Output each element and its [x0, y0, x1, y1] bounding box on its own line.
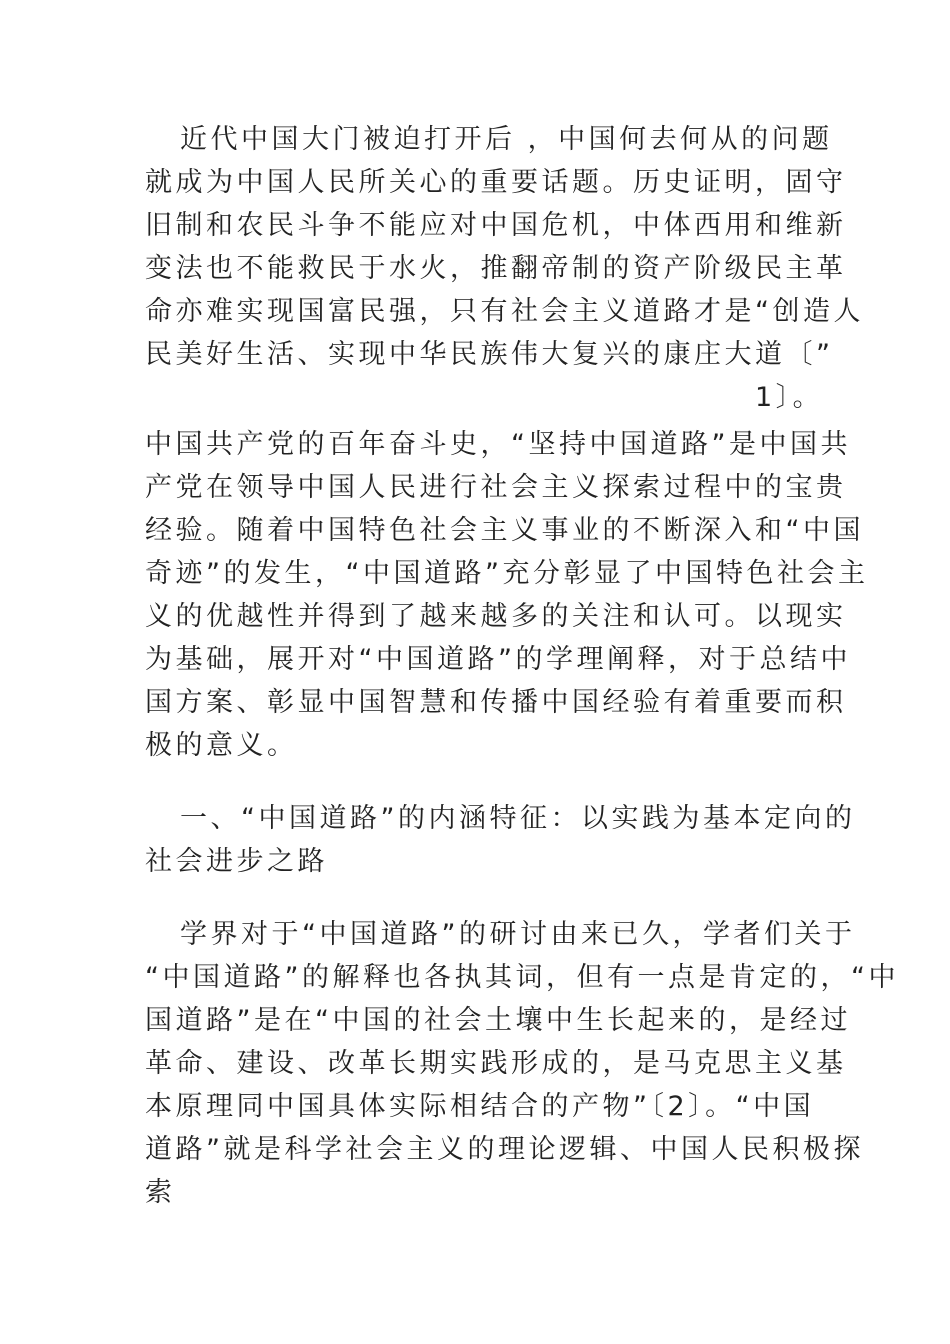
- section-heading-line: 社会进步之路: [145, 846, 328, 877]
- text-line: 命亦难实现国富民强，只有社会主义道路才是“创造人: [145, 296, 864, 327]
- text-line: 国道路”是在“中国的社会土壤中生长起来的，是经过: [145, 1005, 851, 1036]
- text-line: 民美好生活、实现中华民族伟大复兴的康庄大道〔”: [145, 339, 834, 370]
- text-line: 1〕。: [755, 382, 824, 413]
- text-line: 产党在领导中国人民进行社会主义探索过程中的宝贵: [145, 472, 847, 503]
- text-line: 近代中国大门被迫打开后 ，中国何去何从的问题: [180, 124, 833, 155]
- text-line: “中国道路”的解释也各执其词，但有一点是肯定的，“中: [145, 962, 899, 993]
- text-line: 本原理同中国具体实际相结合的产物”〔2〕。“中国: [145, 1091, 815, 1122]
- text-line: 学界对于“中国道路”的研讨由来已久，学者们关于: [180, 919, 856, 950]
- text-line: 奇迹”的发生，“中国道路”充分彰显了中国特色社会主: [145, 558, 869, 589]
- section-heading-line: 一、“中国道路”的内涵特征：以实践为基本定向的: [180, 803, 856, 834]
- text-line: 道路”就是科学社会主义的理论逻辑、中国人民积极探: [145, 1134, 864, 1165]
- text-line: 中国共产党的百年奋斗史，“坚持中国道路”是中国共: [145, 429, 851, 460]
- text-line: 革命、建设、改革长期实践形成的，是马克思主义基: [145, 1048, 847, 1079]
- text-line: 极的意义。: [145, 730, 298, 761]
- text-line: 义的优越性并得到了越来越多的关注和认可。以现实: [145, 601, 847, 632]
- text-line: 变法也不能救民于水火，推翻帝制的资产阶级民主革: [145, 253, 847, 284]
- text-line: 就成为中国人民所关心的重要话题。历史证明，固守: [145, 167, 847, 198]
- text-line: 为基础，展开对“中国道路”的学理阐释，对于总结中: [145, 644, 851, 675]
- text-line: 经验。随着中国特色社会主义事业的不断深入和“中国: [145, 515, 864, 546]
- text-line: 旧制和农民斗争不能应对中国危机，中体西用和维新: [145, 210, 847, 241]
- text-line: 索: [145, 1177, 176, 1208]
- text-line: 国方案、彰显中国智慧和传播中国经验有着重要而积: [145, 687, 847, 718]
